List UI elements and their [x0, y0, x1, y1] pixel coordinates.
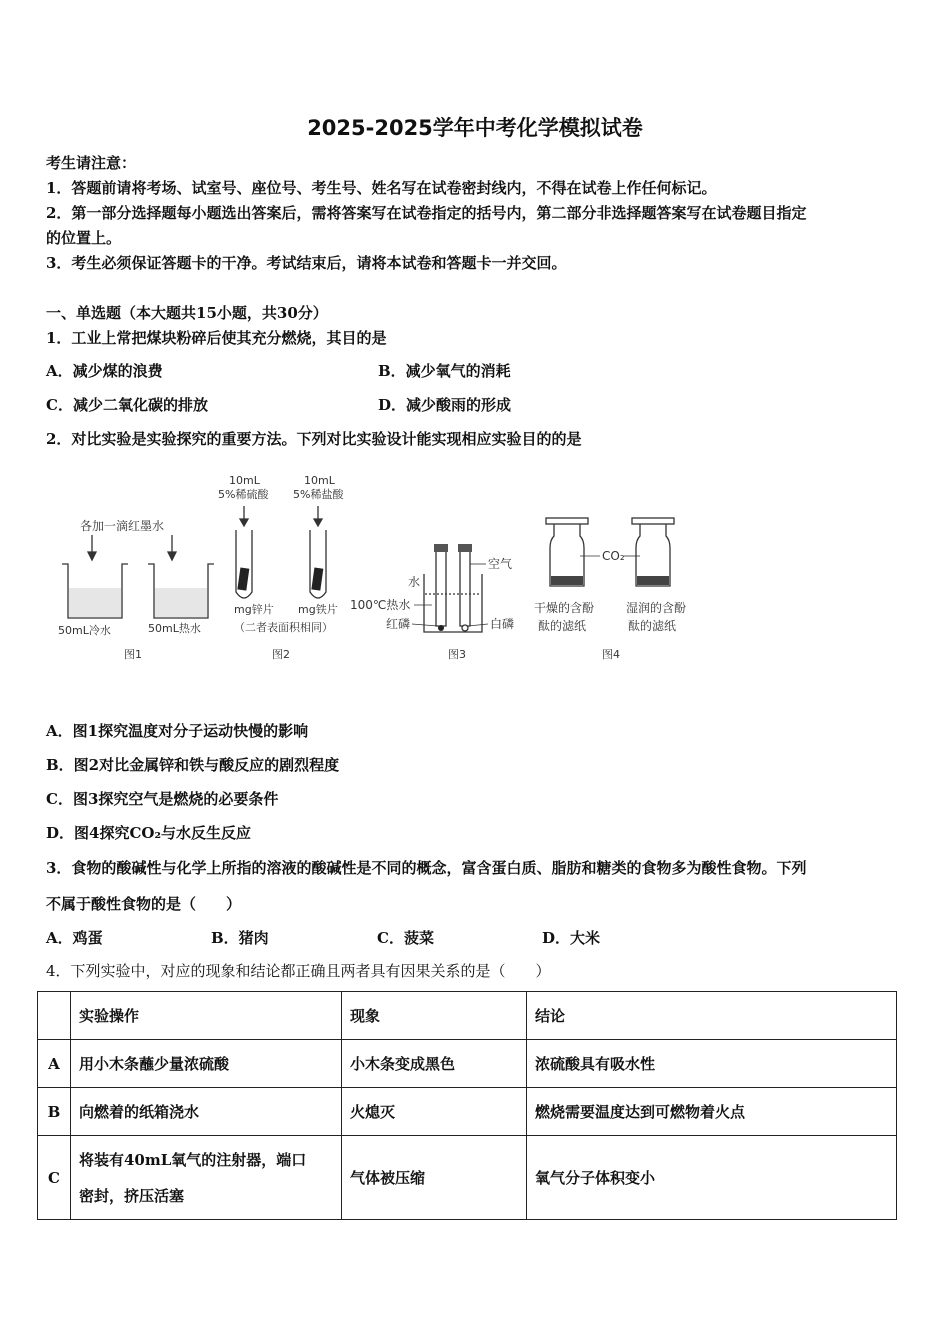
- row-label: A: [38, 1040, 71, 1088]
- table-header-conclusion: 结论: [527, 992, 897, 1040]
- q2-option-d: D．图4探究CO₂与水反生反应: [46, 824, 252, 842]
- row-operation: [71, 1136, 342, 1220]
- fig1-right-label: 50mL热水: [148, 622, 201, 635]
- q1-option-c: C．减少二氧化碳的排放: [46, 396, 208, 414]
- q2-figure: [50, 468, 910, 668]
- q3-option-c: C．菠菜: [377, 929, 434, 947]
- fig3-white-p: 白磷: [490, 617, 515, 631]
- q3-option-b: B．猪肉: [211, 929, 269, 947]
- q2-stem: 2．对比实验是实验探究的重要方法。下列对比实验设计能实现相应实验目的的是: [46, 430, 582, 448]
- row-conclusion: 燃烧需要温度达到可燃物着火点: [527, 1088, 897, 1136]
- fig2-acid1-line1: 10mL: [229, 474, 260, 487]
- row-operation-line2: 密封，挤压活塞: [79, 1186, 185, 1205]
- q1-option-d: D．减少酸雨的形成: [378, 396, 512, 414]
- notice-item-2-cont: 的位置上。: [46, 229, 122, 247]
- q4-stem: 4．下列实验中，对应的现象和结论都正确且两者具有因果关系的是（ ）: [46, 962, 551, 980]
- q2-option-a: A．图1探究温度对分子运动快慢的影响: [46, 722, 309, 740]
- fig3-caption: 图3: [448, 648, 466, 661]
- fig4-jars: [534, 518, 686, 661]
- fig1-top-label: 各加一滴红墨水: [80, 519, 165, 533]
- fig4-dry-line1: 干燥的含酚: [534, 601, 595, 615]
- fig2-acid2-line1: 10mL: [304, 474, 335, 487]
- fig3-hot-water: 100℃热水: [350, 598, 411, 612]
- row-label: B: [38, 1088, 71, 1136]
- fig2-caption: 图2: [272, 648, 290, 661]
- q1-option-a: A．减少煤的浪费: [46, 362, 163, 380]
- q3-stem-line2: 不属于酸性食物的是（ ）: [46, 895, 242, 913]
- fig3-red-p: 红磷: [386, 617, 411, 631]
- table-row: [38, 1040, 897, 1088]
- notice-item-3: 3．考生必须保证答题卡的干净。考试结束后，请将本试卷和答题卡一并交回。: [46, 254, 567, 272]
- row-label: C: [38, 1136, 71, 1220]
- notice-heading: 考生请注意：: [46, 154, 137, 172]
- q1-stem: 1．工业上常把煤块粉碎后使其充分燃烧，其目的是: [46, 329, 387, 347]
- q1-option-b: B．减少氧气的消耗: [378, 362, 511, 380]
- fig2-acid2-line2: 5%稀盐酸: [293, 488, 344, 501]
- fig2-note: （二者表面积相同）: [234, 621, 333, 634]
- row-conclusion: 氧气分子体积变小: [527, 1136, 897, 1220]
- q4-table: [37, 991, 897, 1220]
- notice-item-2: 2．第一部分选择题每小题选出答案后，需将答案写在试卷指定的括号内，第二部分非选择题答案写在试卷题目指定: [46, 204, 807, 222]
- fig4-co2: CO₂: [602, 549, 625, 563]
- row-phenomenon: 气体被压缩: [342, 1136, 527, 1220]
- row-conclusion: 浓硫酸具有吸水性: [527, 1040, 897, 1088]
- table-row: [38, 1088, 897, 1136]
- row-operation-line1: 将装有40mL氧气的注射器，端口: [79, 1150, 307, 1169]
- section-heading: 一、单选题（本大题共15小题，共30分）: [46, 304, 328, 322]
- q3-stem-line1: 3．食物的酸碱性与化学上所指的溶液的酸碱性是不同的概念，富含蛋白质、脂肪和糖类的食物多为酸性食物。下列: [46, 859, 807, 877]
- fig1-left-label: 50mL冷水: [58, 624, 111, 637]
- fig2-metal2: mg铁片: [298, 603, 338, 616]
- fig3-combustion: [350, 544, 514, 661]
- fig4-caption: 图4: [602, 648, 620, 661]
- q2-option-b: B．图2对比金属锌和铁与酸反应的剧烈程度: [46, 756, 340, 774]
- table-header-phenomenon: 现象: [342, 992, 527, 1040]
- row-operation: 用小木条蘸少量浓硫酸: [71, 1040, 342, 1088]
- table-header-row: [38, 992, 897, 1040]
- table-row: [38, 1136, 897, 1220]
- fig4-dry-line2: 酞的滤纸: [538, 619, 587, 633]
- fig2-acid1-line2: 5%稀硫酸: [218, 488, 269, 501]
- fig1-beakers: [58, 518, 214, 661]
- row-phenomenon: 火熄灭: [342, 1088, 527, 1136]
- q2-option-c: C．图3探究空气是燃烧的必要条件: [46, 790, 279, 808]
- fig3-water: 水: [408, 575, 421, 589]
- page-title: 2025-2025学年中考化学模拟试卷: [307, 116, 643, 140]
- fig4-wet-line1: 湿润的含酚: [626, 601, 687, 615]
- fig2-metal1: mg锌片: [234, 603, 274, 616]
- q3-option-a: A．鸡蛋: [46, 929, 103, 947]
- table-header-blank: [38, 992, 71, 1040]
- q3-option-d: D．大米: [542, 929, 601, 947]
- row-operation: 向燃着的纸箱浇水: [71, 1088, 342, 1136]
- table-header-operation: 实验操作: [71, 992, 342, 1040]
- fig1-caption: 图1: [124, 648, 142, 661]
- fig2-test-tubes: [218, 474, 344, 661]
- row-phenomenon: 小木条变成黑色: [342, 1040, 527, 1088]
- notice-item-1: 1．答题前请将考场、试室号、座位号、考生号、姓名写在试卷密封线内，不得在试卷上作任何标记。: [46, 179, 717, 197]
- fig4-wet-line2: 酞的滤纸: [628, 619, 677, 633]
- fig3-air: 空气: [488, 557, 513, 571]
